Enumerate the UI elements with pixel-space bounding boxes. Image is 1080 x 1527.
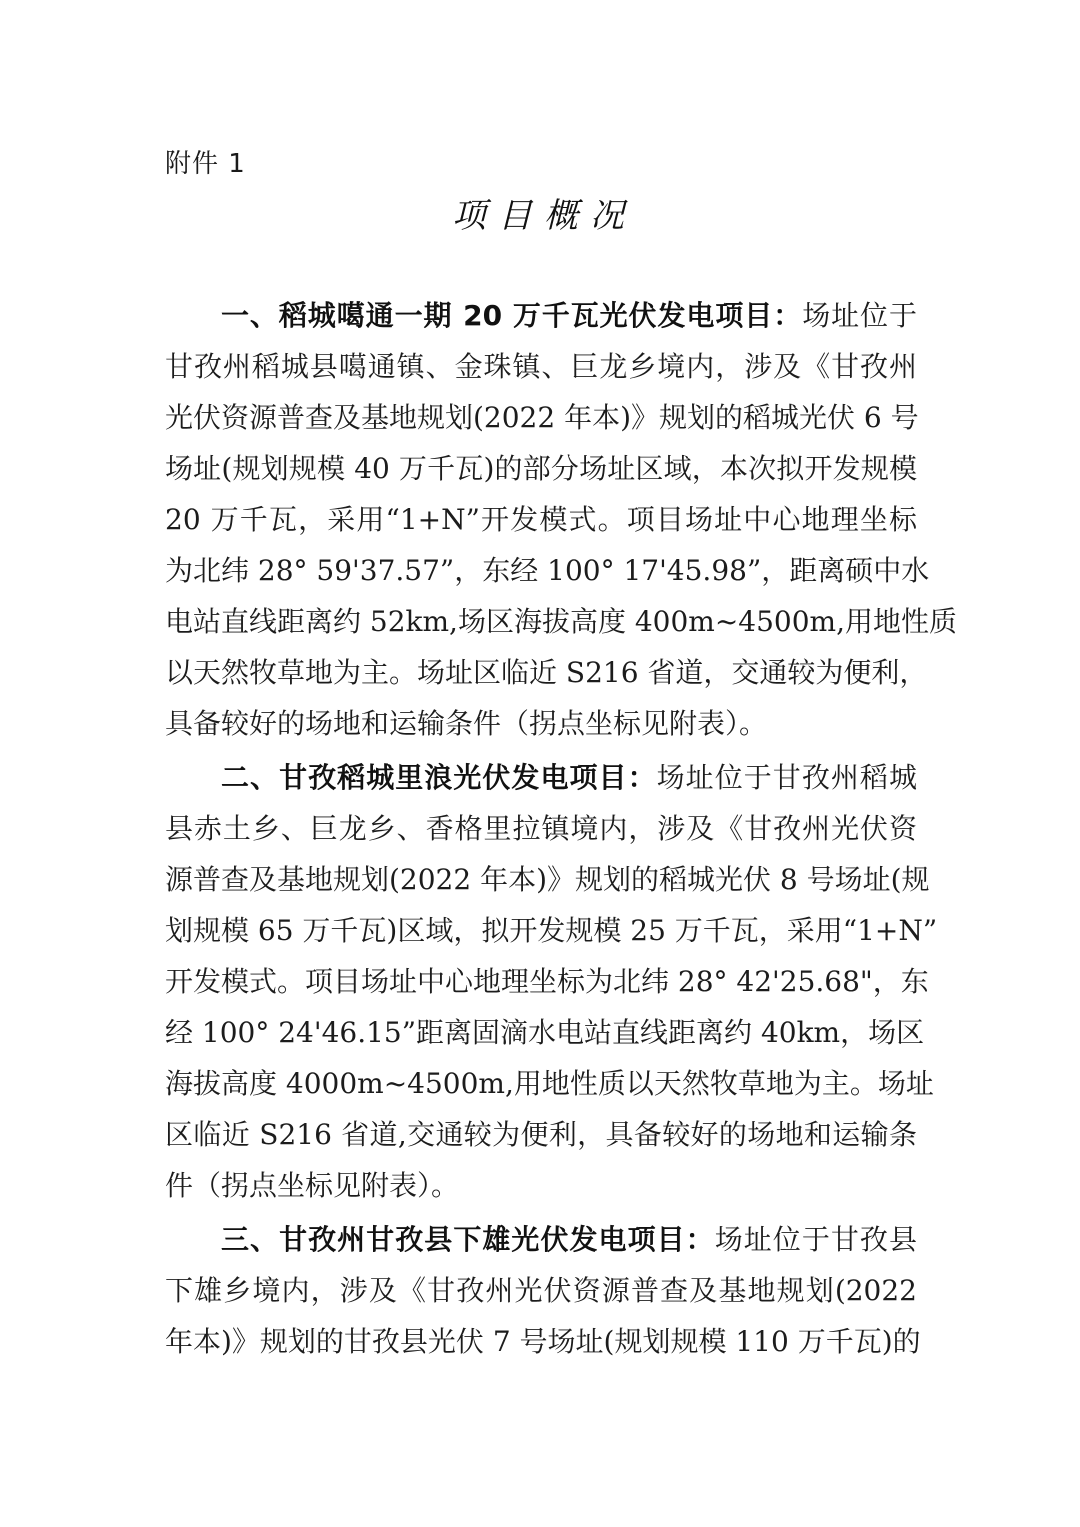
paragraph-line: 件（拐点坐标见附表）。 [165, 1169, 460, 1202]
paragraph-line: 以天然牧草地为主。场址区临近 S216 省道，交通较为便利， [165, 656, 928, 689]
paragraph-line: 下雄乡境内，涉及《甘孜州光伏资源普查及基地规划(2022 [165, 1274, 917, 1307]
section-3-heading: 三、甘孜州甘孜县下雄光伏发电项目： [221, 1223, 715, 1256]
paragraph-line: 县赤土乡、巨龙乡、香格里拉镇境内，涉及《甘孜州光伏资 [165, 812, 917, 845]
paragraph-line: 划规模 65 万千瓦)区域，拟开发规模 25 万千瓦，采用“1+N” [165, 914, 938, 947]
document-body [165, 290, 958, 1367]
paragraph-line: 为北纬 28° 59'37.57”，东经 100° 17'45.98”，距离硕中水 [165, 554, 930, 587]
paragraph-line: 电站直线距离约 52km,场区海拔高度 400m~4500m,用地性质 [165, 605, 958, 638]
paragraph-line: 开发模式。项目场址中心地理坐标为北纬 28° 42'25.68"，东 [165, 965, 929, 998]
paragraph-line: 甘孜州稻城县噶通镇、金珠镇、巨龙乡境内，涉及《甘孜州 [165, 350, 917, 383]
section-2-first-line: 二、甘孜稻城里浪光伏发电项目：场址位于甘孜州稻城 [221, 761, 917, 794]
paragraph-line: 光伏资源普查及基地规划(2022 年本)》规划的稻城光伏 6 号 [165, 401, 919, 434]
paragraph-line: 年本)》规划的甘孜县光伏 7 号场址(规划规模 110 万千瓦)的 [165, 1325, 921, 1358]
paragraph-line: 源普查及基地规划(2022 年本)》规划的稻城光伏 8 号场址(规 [165, 863, 930, 896]
section-3-first-line: 三、甘孜州甘孜县下雄光伏发电项目：场址位于甘孜县 [221, 1223, 917, 1256]
page-title: 项目概况 [452, 196, 636, 236]
paragraph-line: 具备较好的场地和运输条件（拐点坐标见附表）。 [165, 707, 768, 740]
section-2-heading: 二、甘孜稻城里浪光伏发电项目： [221, 761, 657, 794]
section-1-heading: 一、稻城噶通一期 20 万千瓦光伏发电项目： [221, 299, 803, 332]
paragraph-line: 场址(规划规模 40 万千瓦)的部分场址区域，本次拟开发规模 [165, 452, 917, 485]
paragraph-line: 区临近 S216 省道,交通较为便利，具备较好的场地和运输条 [165, 1118, 917, 1151]
attachment-label: 附件 1 [165, 149, 246, 179]
paragraph-line: 海拔高度 4000m~4500m,用地性质以天然牧草地为主。场址 [165, 1067, 934, 1100]
paragraph-line: 20 万千瓦，采用“1+N”开发模式。项目场址中心地理坐标 [165, 503, 917, 536]
paragraph-line: 经 100° 24'46.15”距离固滴水电站直线距离约 40km，场区 [165, 1016, 925, 1049]
section-1-first-line: 一、稻城噶通一期 20 万千瓦光伏发电项目：场址位于 [221, 299, 917, 332]
